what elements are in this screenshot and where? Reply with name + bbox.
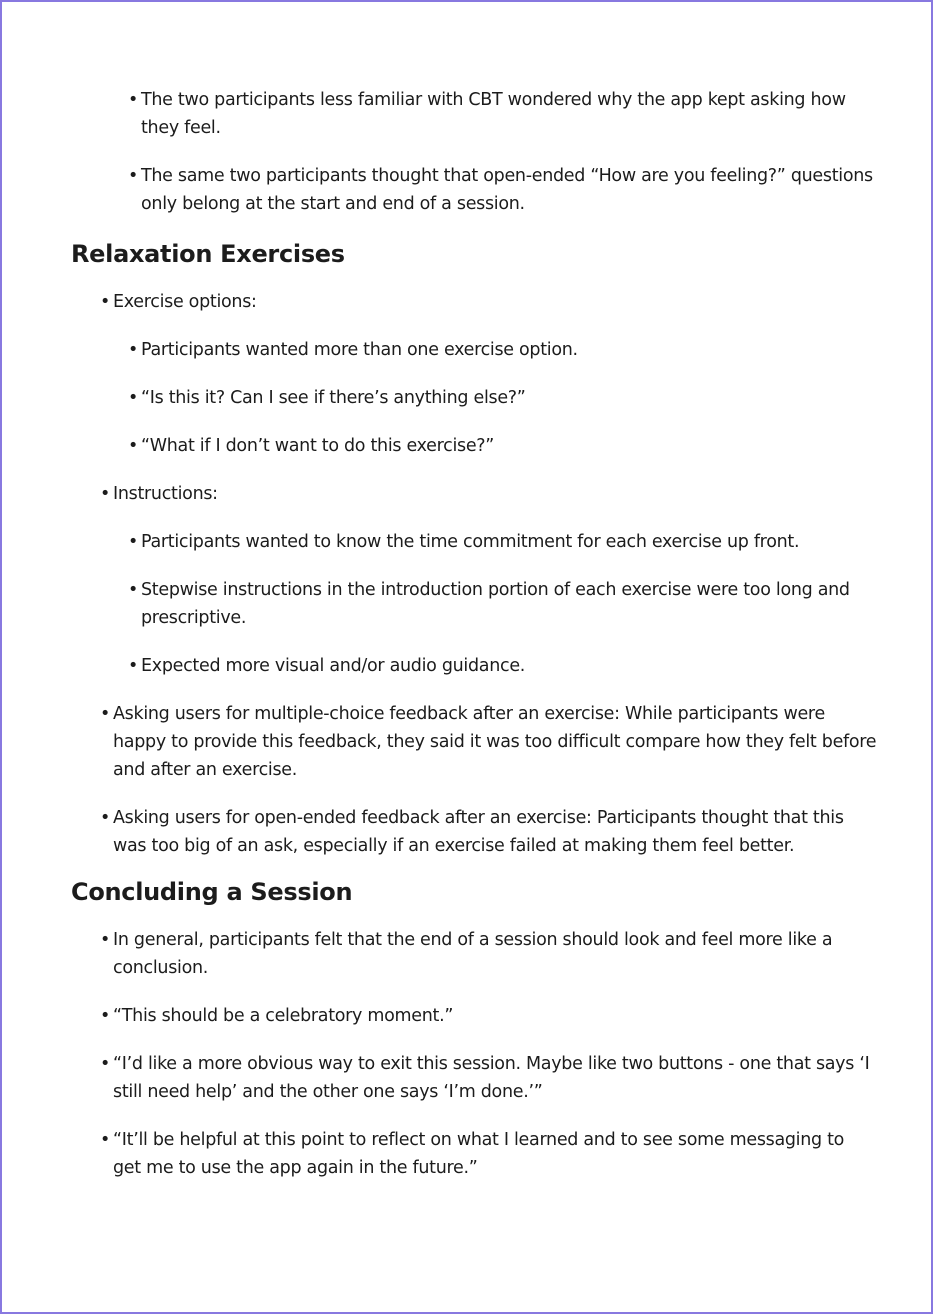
bullet-icon: •: [100, 808, 111, 828]
list-item-text: “This should be a celebratory moment.”: [113, 1006, 454, 1026]
list-item: [71, 700, 877, 784]
list-item: [71, 1126, 877, 1182]
list-item: [71, 1050, 877, 1106]
list-item: [71, 1002, 877, 1030]
list-item-text: “I’d like a more obvious way to exit this session. Maybe like two buttons - one that says ‘I still need help’ and the other one says ‘I’m done.’”: [113, 1054, 870, 1102]
bullet-icon: •: [128, 580, 139, 600]
concluding-list: [71, 926, 877, 1182]
bullet-icon: •: [100, 930, 111, 950]
exercise-options-label: [71, 288, 877, 316]
bullet-icon: •: [128, 532, 139, 552]
list-item: [71, 86, 877, 142]
list-item-text: The two participants less familiar with CBT wondered why the app kept asking how they feel.: [141, 90, 846, 138]
list-item-text: Stepwise instructions in the introduction portion of each exercise were too long and prescriptive.: [141, 580, 850, 628]
bullet-icon: •: [128, 388, 139, 408]
list-item: [71, 432, 877, 460]
list-item-text: “What if I don’t want to do this exercise?”: [141, 436, 495, 456]
bullet-icon: •: [128, 340, 139, 360]
list-item: [71, 576, 877, 632]
list-item: [71, 528, 877, 556]
bullet-icon: •: [100, 1130, 111, 1150]
list-item-text: Participants wanted more than one exercise option.: [141, 340, 578, 360]
bullet-icon: •: [128, 166, 139, 186]
list-item: [71, 162, 877, 218]
bullet-icon: •: [128, 436, 139, 456]
list-item-text: Participants wanted to know the time commitment for each exercise up front.: [141, 532, 800, 552]
bullet-icon: •: [100, 292, 111, 312]
bullet-icon: •: [100, 484, 111, 504]
list-item-text: In general, participants felt that the end of a session should look and feel more like a conclusion.: [113, 930, 833, 978]
bullet-icon: •: [128, 90, 139, 110]
top-bullet-list: [71, 86, 877, 218]
bullet-icon: •: [100, 1006, 111, 1026]
section-heading-concluding: Concluding a Session: [71, 878, 353, 906]
bullet-icon: •: [128, 656, 139, 676]
list-item-text: “It’ll be helpful at this point to reflect on what I learned and to see some messaging to get me to use the app again in the future.”: [113, 1130, 845, 1178]
list-item-text: Asking users for open-ended feedback after an exercise: Participants thought that this was too big of an ask, especially if an exercise failed at making them feel better.: [113, 808, 844, 856]
list-item: [71, 804, 877, 860]
list-item: [71, 652, 877, 680]
list-item-text: Expected more visual and/or audio guidance.: [141, 656, 526, 676]
relaxation-list: [71, 288, 877, 860]
instructions-label: [71, 480, 877, 508]
list-item-text: Exercise options:: [113, 292, 257, 312]
list-item-text: The same two participants thought that open-ended “How are you feeling?” questions only belong at the start and end of a session.: [141, 166, 873, 214]
list-item-text: “Is this it? Can I see if there’s anything else?”: [141, 388, 526, 408]
bullet-icon: •: [100, 704, 111, 724]
document-content: [71, 86, 877, 1182]
section-heading-relaxation: Relaxation Exercises: [71, 240, 345, 268]
list-item: [71, 926, 877, 982]
list-item-text: Asking users for multiple-choice feedback after an exercise: While participants were happy to provide this feedback, they said it was too difficult compare how they felt before and after an exercise.: [113, 704, 877, 780]
list-item: [71, 336, 877, 364]
list-item-text: Instructions:: [113, 484, 218, 504]
list-item: [71, 384, 877, 412]
bullet-icon: •: [100, 1054, 111, 1074]
